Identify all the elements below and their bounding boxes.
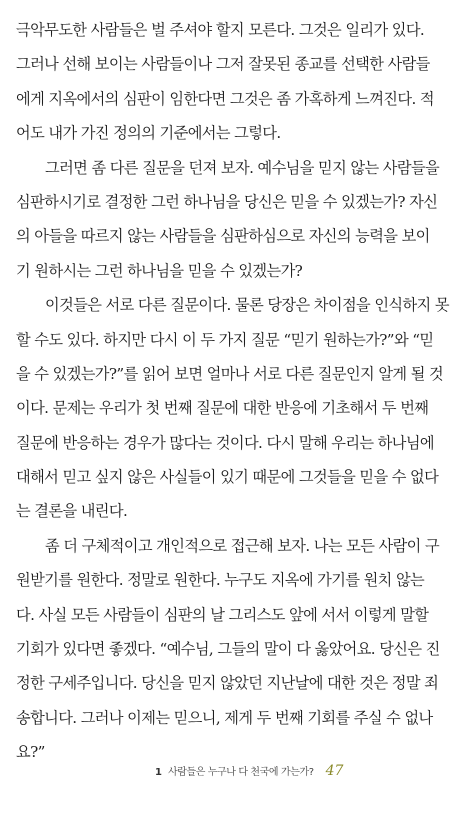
- page-number: 47: [325, 763, 344, 779]
- page-footer: [155, 763, 343, 785]
- text-line: 대해서 믿고 싶지 않은 사실들이 있기 때문에 그것들을 믿을 수 없다: [16, 468, 439, 487]
- text-line: 기 원하시는 그런 하나님을 믿을 수 있겠는가?: [16, 261, 303, 280]
- text-line: 할 수도 있다. 하지만 다시 이 두 가지 질문 “믿기 원하는가?”와 “믿: [16, 330, 434, 349]
- text-line: 는 결론을 내린다.: [16, 502, 128, 521]
- body-text: [16, 13, 456, 770]
- text-line: 극악무도한 사람들은 벌 주셔야 할지 모른다. 그것은 일리가 있다.: [16, 21, 425, 39]
- text-line: 심판하시기로 결정한 그런 하나님을 당신은 믿을 수 있겠는가? 자신: [16, 192, 438, 211]
- text-line: 이다. 문제는 우리가 첫 번째 질문에 대한 반응에 기초해서 두 번째: [16, 399, 429, 418]
- text-line: 의 아들을 따르지 않는 사람들을 심판하심으로 자신의 능력을 보이: [16, 227, 430, 246]
- paragraph-first-line: 좀 더 구체적이고 개인적으로 접근해 보자. 나는 모든 사람이 구: [45, 536, 440, 555]
- text-line: 을 수 있겠는가?”를 읽어 보면 얼마나 서로 다른 질문인지 알게 될 것: [16, 364, 444, 383]
- text-line: 다. 사실 모든 사람들이 심판의 날 그리스도 앞에 서서 이렇게 말할: [16, 605, 429, 624]
- text-line: 정한 구세주입니다. 당신을 믿지 않았던 지난날에 대한 것은 정말 죄: [16, 674, 439, 693]
- paragraph-first-line: 그러면 좀 다른 질문을 던져 보자. 예수님을 믿지 않는 사람들을: [45, 158, 440, 177]
- text-line: 원받기를 원한다. 정말로 원한다. 누구도 지옥에 가기를 원치 않는: [16, 571, 425, 590]
- paragraph-first-line: 이것들은 서로 다른 질문이다. 물론 당장은 차이점을 인식하지 못: [45, 296, 449, 315]
- text-line: 에게 지옥에서의 심판이 임한다면 그것은 좀 가혹하게 느껴진다. 적: [16, 89, 434, 108]
- text-line: 요?”: [16, 743, 45, 762]
- text-line: 질문에 반응하는 경우가 많다는 것이다. 다시 말해 우리는 하나님에: [16, 433, 434, 452]
- text-line: 어도 내가 가진 정의의 기준에서는 그렇다.: [16, 124, 281, 143]
- part-number: 1: [155, 767, 162, 778]
- running-head: 사람들은 누구나 다 천국에 가는가?: [167, 767, 314, 778]
- text-line: 기회가 있다면 좋겠다. “예수님, 그들의 말이 다 옳았어요. 당신은 진: [16, 640, 440, 659]
- text-line: 송합니다. 그러나 이제는 믿으니, 제게 두 번째 기회를 주실 수 없나: [16, 708, 433, 727]
- text-line: 그러나 선해 보이는 사람들이나 그저 잘못된 종교를 선택한 사람들: [16, 55, 430, 74]
